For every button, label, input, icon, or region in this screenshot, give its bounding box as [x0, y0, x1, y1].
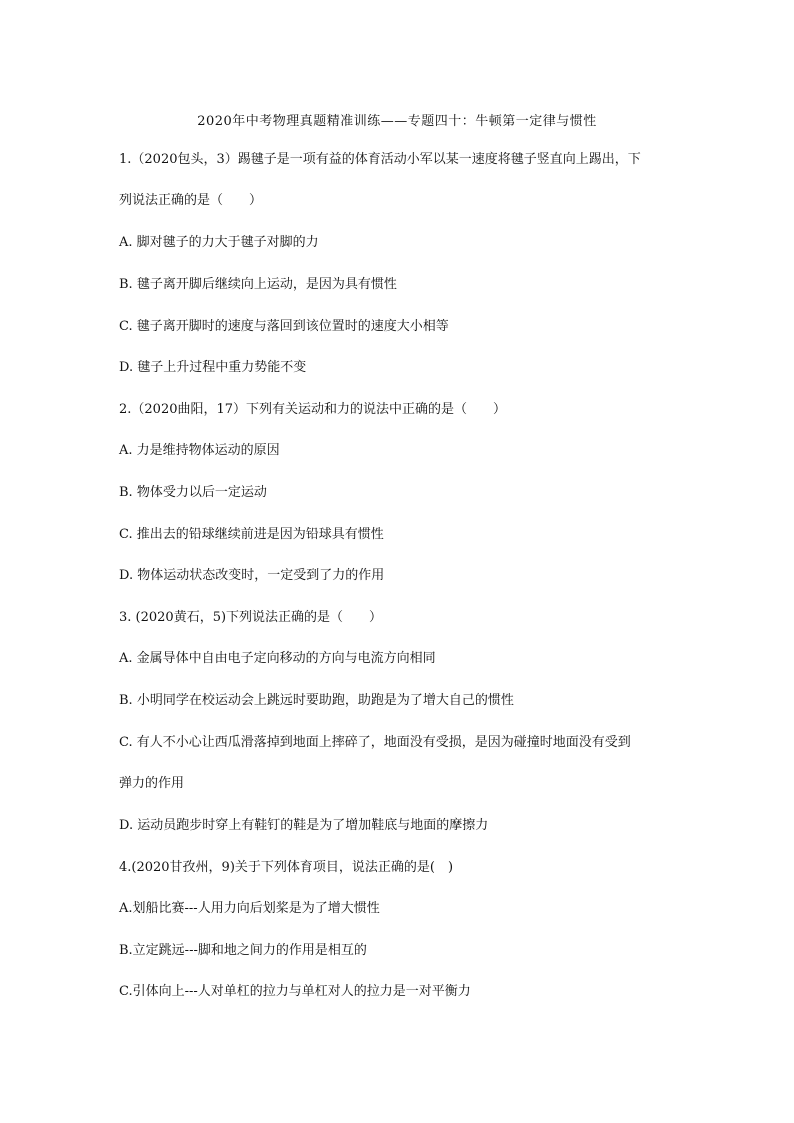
question-1-stem-line-2: 列说法正确的是（ ）: [119, 193, 263, 208]
question-3-option-d: D. 运动员跑步时穿上有鞋钉的鞋是为了增加鞋底与地面的摩擦力: [119, 818, 489, 833]
question-1-option-a: A. 脚对毽子的力大于毽子对脚的力: [119, 235, 319, 250]
question-3-option-a: A. 金属导体中自由电子定向移动的方向与电流方向相同: [119, 651, 436, 666]
question-1-stem-line-1: 1.（2020包头，3）踢毽子是一项有益的体育活动小军以某一速度将毽子竖直向上踢出，下: [119, 152, 641, 167]
question-1-option-b: B. 毽子离开脚后继续向上运动，是因为具有惯性: [119, 277, 397, 292]
question-4-option-c: C.引体向上---人对单杠的拉力与单杠对人的拉力是一对平衡力: [119, 984, 471, 999]
question-3-option-c-line-1: C. 有人不小心让西瓜滑落掉到地面上摔碎了，地面没有受损，是因为碰撞时地面没有受到: [119, 735, 631, 750]
question-2-option-d: D. 物体运动状态改变时，一定受到了力的作用: [119, 568, 385, 583]
question-2-option-a: A. 力是维持物体运动的原因: [119, 443, 280, 458]
question-3-option-c-line-2: 弹力的作用: [119, 776, 185, 791]
page-title: 2020年中考物理真题精准训练——专题四十：牛顿第一定律与惯性: [197, 114, 597, 129]
question-1-option-c: C. 毽子离开脚时的速度与落回到该位置时的速度大小相等: [119, 319, 449, 334]
question-4-stem: 4.(2020甘孜州，9)关于下列体育项目，说法正确的是( ): [119, 860, 454, 875]
question-4-option-b: B.立定跳远---脚和地之间力的作用是相互的: [119, 943, 367, 958]
question-3-option-b: B. 小明同学在校运动会上跳远时要助跑，助跑是为了增大自己的惯性: [119, 693, 514, 708]
question-1-option-d: D. 毽子上升过程中重力势能不变: [119, 360, 307, 375]
question-3-stem: 3. (2020黄石，5)下列说法正确的是（ ）: [119, 610, 383, 625]
question-4-option-a: A.划船比赛---人用力向后划桨是为了增大惯性: [119, 901, 380, 916]
question-2-option-c: C. 推出去的铅球继续前进是因为铅球具有惯性: [119, 527, 384, 542]
question-2-stem: 2.（2020曲阳，17）下列有关运动和力的说法中正确的是（ ）: [119, 402, 507, 417]
question-2-option-b: B. 物体受力以后一定运动: [119, 485, 267, 500]
